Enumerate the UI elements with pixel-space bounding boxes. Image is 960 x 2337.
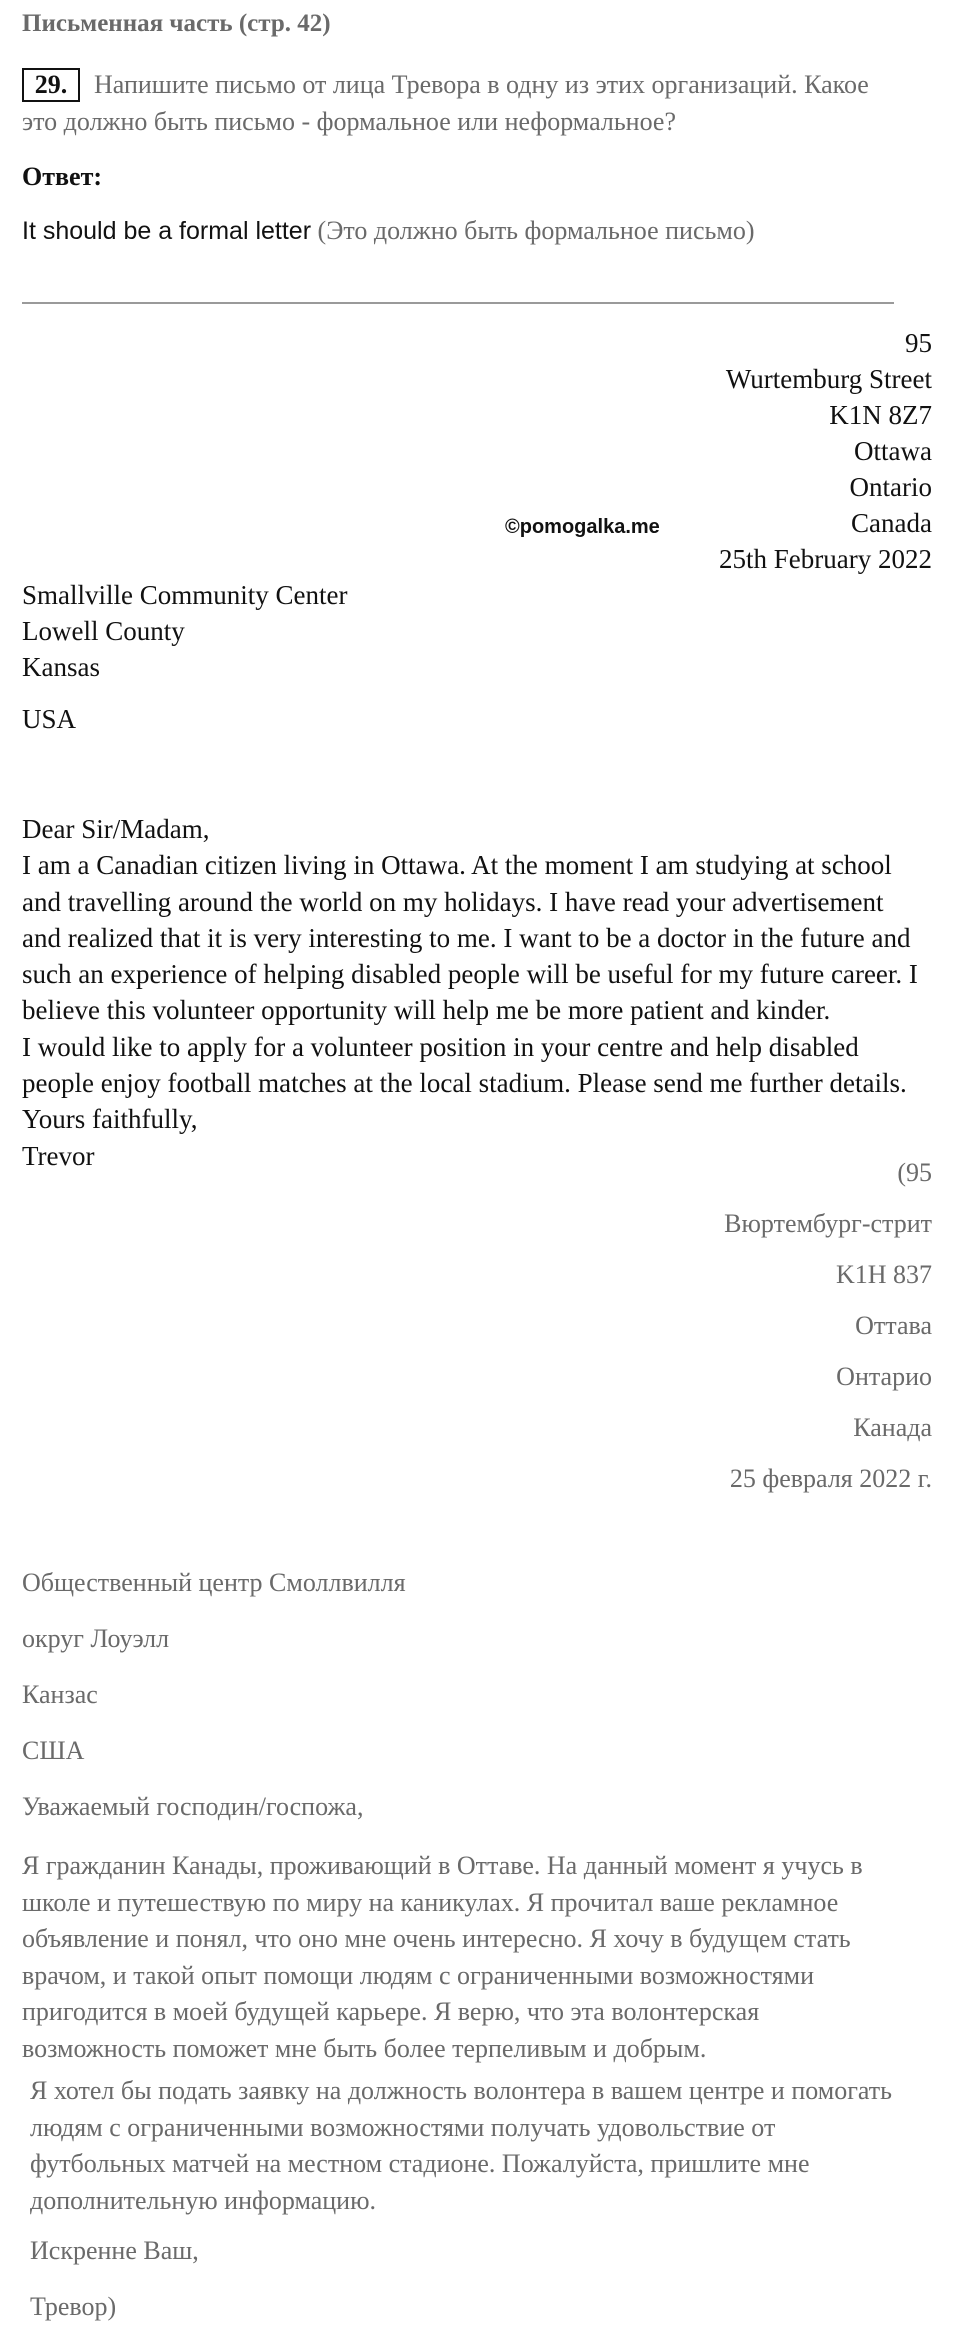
ru-recipient-address-line: Канзас bbox=[22, 1680, 98, 1709]
answer-english: It should be a formal letter bbox=[22, 217, 312, 245]
ru-letter-line: дополнительную информацию. bbox=[30, 2185, 377, 2215]
letter-closing: Yours faithfully, bbox=[22, 1104, 198, 1135]
ru-paragraph-1 bbox=[22, 1848, 947, 2068]
letter-line: and realized that it is very interesting to me. I want to be a doctor in the future and bbox=[22, 922, 911, 953]
answer-label: Ответ: bbox=[22, 162, 103, 191]
watermark: ©pomogalka.me bbox=[505, 516, 660, 538]
sender-address-line: K1N 8Z7 bbox=[829, 400, 932, 430]
letter-line: Dear Sir/Madam, bbox=[22, 814, 210, 844]
letter-date: 25th February 2022 bbox=[719, 544, 932, 574]
letter-line: believe this volunteer opportunity will help me be more patient and kinder. bbox=[22, 995, 831, 1026]
ru-letter-date: 25 февраля 2022 г. bbox=[729, 1464, 932, 1493]
recipient-country: USA bbox=[22, 704, 77, 734]
recipient-address-line: Smallville Community Center bbox=[22, 580, 348, 610]
ru-sender-address-line: Оттава bbox=[855, 1311, 932, 1340]
letter-body-english bbox=[22, 811, 947, 1174]
letter-line: and travelling around the world on my holidays. I have read your advertisement bbox=[22, 886, 884, 917]
question-number: 29. bbox=[22, 68, 80, 102]
ru-letter-line: школе и путешествую по миру на каникулах. Я прочитал ваше рекламное bbox=[22, 1887, 839, 1917]
ru-paragraph-2 bbox=[30, 2073, 950, 2219]
ru-recipient-address-line: округ Лоуэлл bbox=[22, 1624, 170, 1653]
ru-sender-address-line: Канада bbox=[853, 1413, 932, 1442]
recipient-address-line: Lowell County bbox=[22, 616, 185, 646]
letter-line: such an experience of helping disabled people will be useful for my future career. I bbox=[22, 959, 918, 990]
question-text-line1: Напишите письмо от лица Тревора в одну из этих организаций. Какое bbox=[94, 70, 869, 99]
ru-letter-line: людям с ограниченными возможностями получать удовольствие от bbox=[30, 2112, 776, 2142]
ru-greeting: Уважаемый господин/госпожа, bbox=[22, 1792, 364, 1821]
letter-line: people enjoy football matches at the local stadium. Please send me further details. bbox=[22, 1068, 907, 1099]
ru-closing: Искренне Ваш, bbox=[30, 2236, 199, 2265]
divider-line bbox=[22, 302, 894, 304]
sender-address-line: Canada bbox=[851, 508, 932, 538]
ru-sender-address-line: Онтарио bbox=[836, 1362, 932, 1391]
letter-line: I am a Canadian citizen living in Ottawa. At the moment I am studying at school bbox=[22, 850, 892, 881]
ru-letter-line: возможность поможет мне быть более терпеливым и добрым. bbox=[22, 2033, 707, 2063]
ru-sender-address-line: K1H 837 bbox=[835, 1260, 932, 1289]
recipient-address-line: Kansas bbox=[22, 652, 100, 682]
sender-address-line: Wurtemburg Street bbox=[725, 364, 932, 394]
ru-sender-address-line: (95 bbox=[897, 1158, 932, 1187]
ru-recipient-country: США bbox=[22, 1736, 85, 1765]
question-text-line2: это должно быть письмо - формальное или неформальное? bbox=[22, 107, 676, 136]
page-header: Письменная часть (стр. 42) bbox=[22, 10, 331, 37]
sender-address-line: Ottawa bbox=[854, 436, 932, 466]
answer bbox=[22, 216, 754, 246]
ru-letter-line: пригодится в моей будущей карьере. Я верю, что эта волонтерская bbox=[22, 1997, 760, 2027]
sender-address-line: Ontario bbox=[849, 472, 932, 502]
letter-line: I would like to apply for a volunteer position in your centre and help disabled bbox=[22, 1031, 859, 1062]
ru-recipient-address-line: Общественный центр Смоллвилля bbox=[22, 1568, 406, 1597]
ru-sender-address-line: Вюртембург-стрит bbox=[724, 1209, 932, 1238]
sender-address-line: 95 bbox=[905, 328, 932, 358]
ru-letter-line: Я хотел бы подать заявку на должность волонтера в вашем центре и помогать bbox=[30, 2076, 892, 2105]
ru-signature: Тревор) bbox=[30, 2292, 117, 2321]
letter-signature: Trevor bbox=[22, 1140, 95, 1171]
ru-letter-line: объявление и понял, что оно мне очень интересно. Я хочу в будущем стать bbox=[22, 1924, 851, 1954]
ru-letter-line: футбольных матчей на местном стадионе. Пожалуйста, пришлите мне bbox=[30, 2149, 810, 2179]
ru-letter-line: Я гражданин Канады, проживающий в Оттаве. На данный момент я учусь в bbox=[22, 1851, 863, 1880]
answer-russian: (Это должно быть формальное письмо) bbox=[317, 216, 755, 245]
ru-letter-line: врачом, и такой опыт помощи людям с ограниченными возможностями bbox=[22, 1960, 815, 1990]
